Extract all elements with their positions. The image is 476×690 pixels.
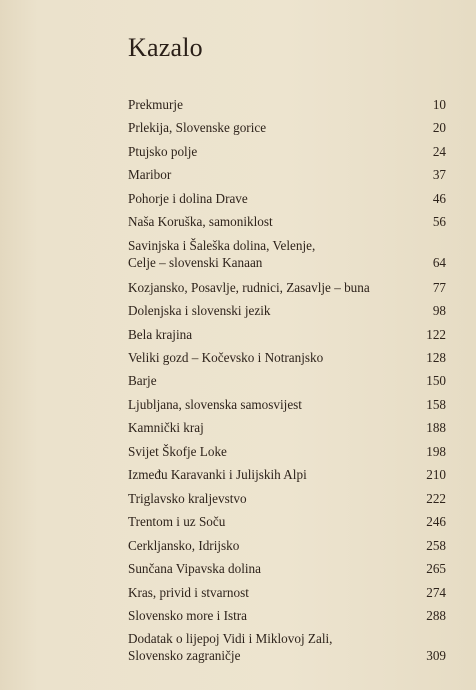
toc-entry-title: Kozjansko, Posavlje, rudnici, Zasavlje – buna [128, 279, 370, 295]
toc-entry [128, 119, 446, 136]
toc-entry-title: Bela krajina [128, 326, 193, 342]
toc-entry [128, 396, 446, 413]
toc-entry [128, 349, 446, 366]
toc-entry-title: Kras, privid i stvarnost [128, 584, 249, 600]
toc-entry-page-number: 246 [426, 514, 446, 530]
toc-entry [128, 630, 446, 664]
toc-entry-title: Prlekija, Slovenske gorice [128, 120, 267, 136]
toc-entry-page-number: 122 [426, 326, 446, 342]
page-title: Kazalo [128, 33, 203, 62]
toc-entry-title: Sunčana Vipavska dolina [128, 561, 262, 577]
toc-entry-page-number: 10 [432, 97, 446, 112]
toc-entry-page-number: 198 [426, 443, 446, 459]
toc-entry-page-number: 158 [426, 396, 446, 412]
toc-entry [128, 96, 446, 113]
toc-entry-title: Barje [128, 373, 157, 389]
toc-entry-title: Prekmurje [128, 97, 183, 112]
toc-entry-page-number: 77 [432, 279, 446, 295]
toc-entry [128, 466, 446, 483]
toc-entry [128, 143, 446, 160]
toc-entry [128, 513, 446, 530]
toc-entry-title: Savinjska i Šaleška dolina, Velenje, Celje – slovenski Kanaan [128, 237, 316, 270]
toc-entry [128, 419, 446, 436]
toc-entry [128, 443, 446, 460]
toc-entry-page-number: 64 [432, 254, 446, 270]
toc-entry-title: Dolenjska i slovenski jezik [128, 303, 271, 319]
toc-entry-title: Pohorje i dolina Drave [128, 190, 248, 206]
toc-entry-page-number: 150 [426, 373, 446, 389]
toc-entry-page-number: 222 [426, 490, 446, 506]
toc-entry [128, 237, 446, 271]
toc-entry [128, 302, 446, 319]
toc-entry-title: Slovensko more i Istra [128, 607, 248, 623]
toc-entry [128, 190, 446, 207]
toc-entry [128, 537, 446, 554]
toc-entry-page-number: 98 [432, 303, 446, 319]
toc-entry-page-number: 20 [432, 120, 446, 136]
toc-entry-title: Triglavsko kraljevstvo [128, 490, 247, 506]
toc-entry-page-number: 258 [426, 537, 446, 553]
toc-entry-title: Trentom i uz Soču [128, 514, 226, 530]
toc-entry-title: Maribor [128, 167, 172, 183]
toc-entry-page-number: 309 [426, 648, 446, 664]
toc-entry-page-number: 46 [432, 190, 446, 206]
toc-entry-title: Naša Koruška, samoniklost [128, 214, 273, 230]
toc-entry-title: Ljubljana, slovenska samosvijest [128, 396, 302, 412]
toc-entry-page-number: 210 [426, 467, 446, 483]
toc-entry-title: Svijet Škofje Loke [128, 443, 227, 459]
toc-entry-page-number: 288 [426, 607, 446, 623]
toc-entry [128, 584, 446, 601]
toc-entry-title: Cerkljansko, Idrijsko [128, 537, 240, 553]
toc-entry-page-number: 265 [426, 561, 446, 577]
toc-entry-page-number: 24 [432, 143, 446, 159]
toc-entry [128, 166, 446, 183]
toc-entry-title: Dodatak o lijepoj Vidi i Miklovoj Zali, Slovensko zagraničje [128, 631, 333, 664]
toc-entry [128, 490, 446, 507]
toc-entry [128, 372, 446, 389]
toc-entry [128, 213, 446, 230]
toc-entry [128, 279, 446, 296]
toc-entry-page-number: 128 [426, 350, 446, 365]
toc-entry-page-number: 274 [426, 584, 446, 600]
toc-entry-title: Kamnički kraj [128, 420, 204, 436]
toc-entry [128, 560, 446, 577]
toc-entry-page-number: 56 [432, 214, 446, 230]
toc-entry [128, 326, 446, 343]
toc-entry-title: Između Karavanki i Julijskih Alpi [128, 467, 307, 483]
toc-entry-page-number: 188 [426, 420, 446, 436]
toc-entry-title: Ptujsko polje [128, 143, 198, 159]
toc-entry-page-number: 37 [432, 167, 446, 183]
toc-entry [128, 607, 446, 624]
toc-entry-title: Veliki gozd – Kočevsko i Notranjsko [128, 350, 324, 365]
